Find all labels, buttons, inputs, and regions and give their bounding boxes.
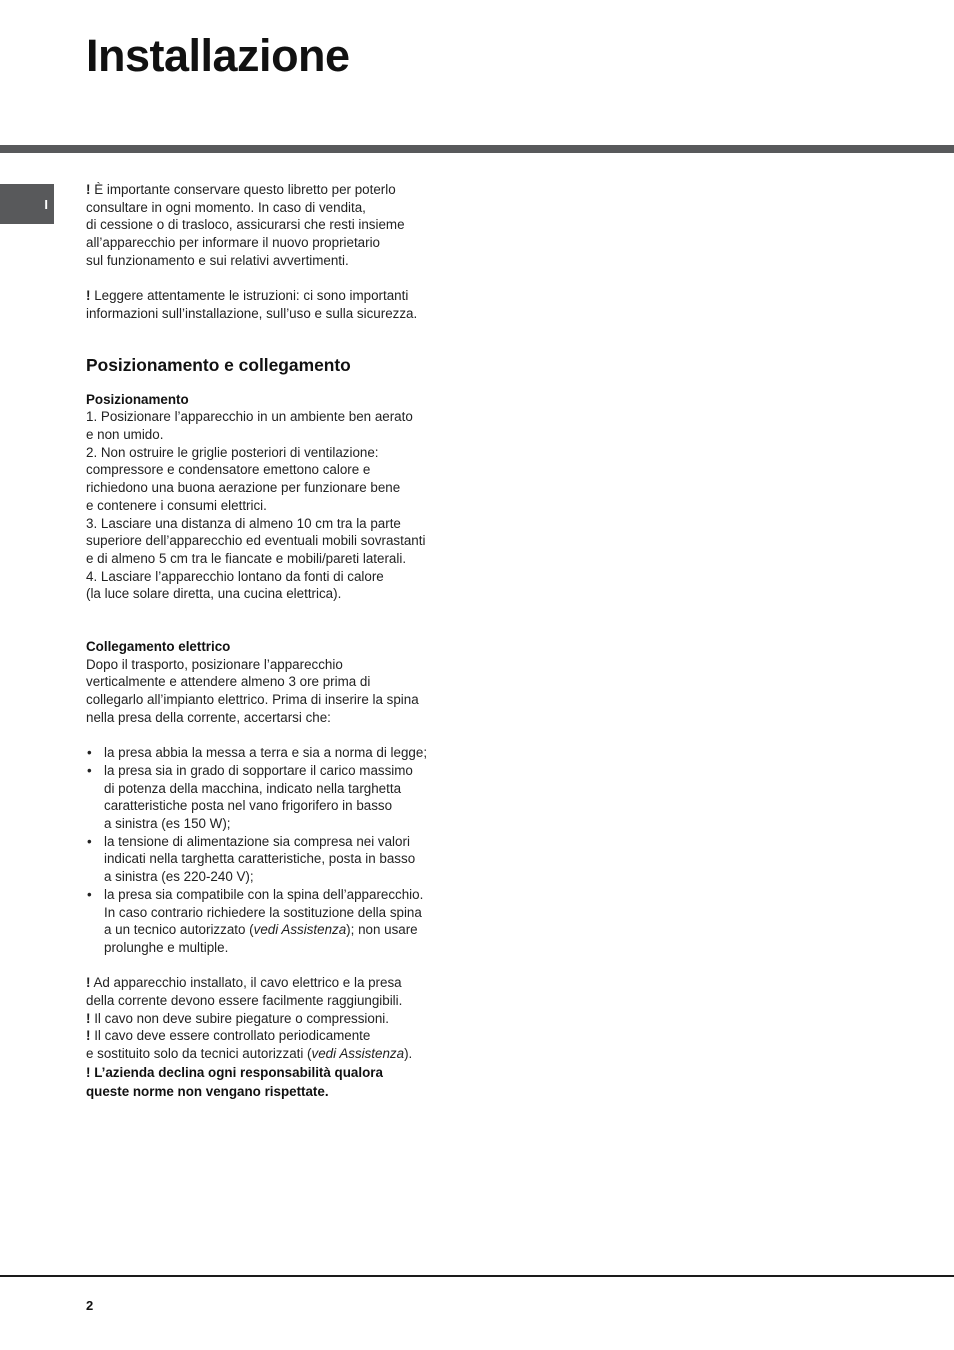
note-line: all’apparecchio per informare il nuovo proprietario [86, 235, 381, 251]
bullet-icon: • [87, 886, 92, 902]
text-line: Dopo il trasporto, posizionare l’apparecchio [86, 656, 343, 672]
text-line: caratteristiche posta nel vano frigorifero in basso [104, 798, 393, 814]
reference-text: vedi Assistenza [253, 922, 347, 938]
note-line: consultare in ogni momento. In caso di vendita, [86, 199, 366, 215]
text-run: e sostituito solo da tecnici autorizzati ( [86, 1046, 312, 1062]
disclaimer-line [86, 1063, 466, 1082]
page-title: Installazione [86, 30, 350, 81]
intro-note-1 [86, 181, 466, 270]
main-column [86, 181, 466, 1101]
text-line: compressore e condensatore emettono calore e [86, 462, 371, 478]
electrical-heading: Collegamento elettrico [86, 639, 231, 655]
language-tab-label: I [44, 196, 48, 212]
text-line: verticalmente e attendere almeno 3 ore prima di [86, 674, 371, 690]
text-line: di potenza della macchina, indicato nella targhetta [104, 780, 402, 796]
text-line: 1. Posizionare l’apparecchio in un ambiente ben aerato [86, 409, 413, 425]
positioning-text [86, 408, 466, 603]
text-line: a sinistra (es 150 W); [104, 816, 231, 832]
warning-line [86, 1045, 466, 1063]
text-line: e non umido. [86, 427, 164, 443]
footer-divider [0, 1275, 954, 1277]
positioning-heading: Posizionamento [86, 391, 189, 407]
text-line: la presa sia compatibile con la spina dell’apparecchio. [104, 886, 424, 902]
text-line: richiedono una buona aerazione per funzionare bene [86, 480, 401, 496]
text-line: superiore dell’apparecchio ed eventuali mobili sovrastanti [86, 533, 426, 549]
text-line: a sinistra (es 220-240 V); [104, 869, 254, 885]
header-divider [0, 145, 954, 153]
note-text: Leggere attentamente le istruzioni: ci sono importanti [94, 288, 409, 304]
warning-line: della corrente devono essere facilmente raggiungibili. [86, 993, 403, 1009]
language-tab [0, 184, 54, 224]
bullet-icon: • [87, 762, 92, 778]
note-text: È importante conservare questo libretto per poterlo [94, 182, 396, 197]
text-line: indicati nella targhetta caratteristiche, posta in basso [104, 851, 416, 867]
text-line: In caso contrario richiedere la sostituzione della spina [104, 904, 422, 920]
warning-mark: ! [86, 1064, 91, 1080]
text-line: e contenere i consumi elettrici. [86, 497, 267, 513]
bullet-icon: • [87, 833, 92, 849]
warning-line [86, 1027, 466, 1045]
text-line: la presa sia in grado di sopportare il carico massimo [104, 762, 413, 778]
disclaimer-line: queste norme non vengano rispettate. [86, 1083, 329, 1099]
warning-mark: ! [86, 975, 91, 991]
warning-text: Il cavo deve essere controllato periodicamente [94, 1028, 371, 1044]
text-line: 3. Lasciare una distanza di almeno 10 cm tra la parte [86, 515, 401, 531]
warning-text: Il cavo non deve subire piegature o compressioni. [94, 1010, 389, 1026]
note-line: di cessione o di trasloco, assicurarsi che resti insieme [86, 217, 405, 233]
text-line: la tensione di alimentazione sia compresa nei valori [104, 833, 410, 849]
note-line [86, 181, 466, 199]
warning-line [86, 1010, 466, 1028]
warning-mark: ! [86, 1028, 91, 1044]
warning-mark: ! [86, 1010, 91, 1026]
warning-mark: ! [86, 288, 91, 304]
text-line: la presa abbia la messa a terra e sia a norma di legge; [104, 745, 428, 761]
note-line: sul funzionamento e sui relativi avvertimenti. [86, 252, 349, 268]
bullet-icon: • [87, 745, 92, 761]
disclaimer-text: L’azienda declina ogni responsabilità qualora [94, 1064, 383, 1080]
text-line: (la luce solare diretta, una cucina elettrica). [86, 586, 342, 602]
warning-text: Ad apparecchio installato, il cavo elettrico e la presa [93, 975, 402, 991]
list-item [86, 833, 466, 886]
electrical-intro [86, 656, 466, 727]
text-line [104, 921, 466, 939]
reference-text: vedi Assistenza [311, 1046, 405, 1062]
text-run: ). [404, 1046, 413, 1062]
text-line: e di almeno 5 cm tra le fiancate e mobili/pareti laterali. [86, 550, 407, 566]
text-line: 4. Lasciare l’apparecchio lontano da fonti di calore [86, 568, 384, 584]
text-line: collegarlo all’impianto elettrico. Prima di inserire la spina [86, 692, 419, 708]
warning-mark: ! [86, 182, 91, 197]
list-item [86, 886, 466, 957]
text-line: prolunghe e multiple. [104, 939, 229, 955]
page-number: 2 [86, 1298, 94, 1313]
note-line: informazioni sull’installazione, sull’uso e sulla sicurezza. [86, 305, 418, 321]
requirements-list [86, 744, 466, 956]
text-line: 2. Non ostruire le griglie posteriori di ventilazione: [86, 444, 379, 460]
text-run: a un tecnico autorizzato ( [104, 922, 254, 938]
warnings-block [86, 974, 466, 1101]
text-run: ); non usare [346, 922, 418, 938]
intro-note-2 [86, 287, 466, 322]
note-line [86, 287, 466, 305]
list-item [86, 744, 466, 762]
text-line: nella presa della corrente, accertarsi che: [86, 709, 331, 725]
section-title: Posizionamento e collegamento [86, 354, 351, 375]
warning-line [86, 974, 466, 992]
list-item [86, 762, 466, 833]
